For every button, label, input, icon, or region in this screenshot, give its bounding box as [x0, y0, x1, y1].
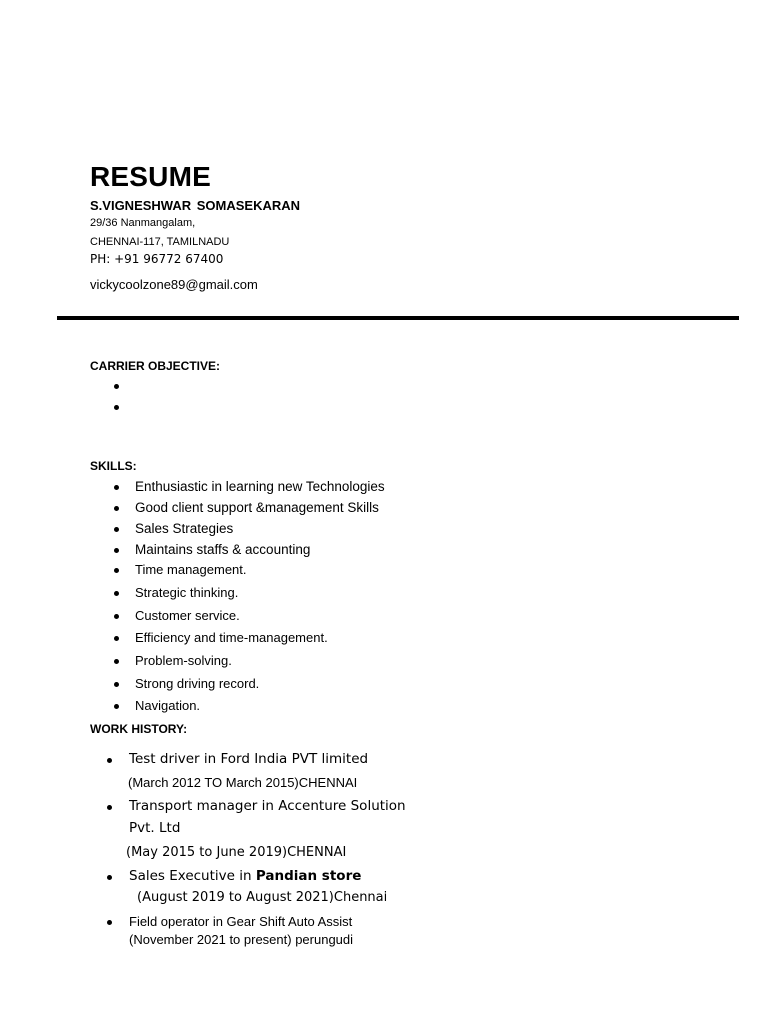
- skill-text: Strong driving record.: [135, 676, 260, 691]
- job-title: Transport manager in Accenture Solution: [129, 798, 406, 814]
- job-period: (March 2012 TO March 2015)CHENNAI: [128, 775, 358, 790]
- skill-text: Problem-solving.: [135, 653, 232, 668]
- skill-text: Customer service.: [135, 608, 240, 623]
- bullet-icon: [114, 614, 119, 619]
- job-title: Field operator in Gear Shift Auto Assist: [129, 914, 353, 929]
- header-divider: [57, 316, 739, 320]
- bullet-icon: [114, 636, 119, 641]
- work-history-heading: WORK HISTORY:: [90, 722, 188, 736]
- address-line-2: CHENNAI-117, TAMILNADU: [90, 236, 230, 248]
- job-period: (August 2019 to August 2021)Chennai: [137, 890, 388, 905]
- job-title: [129, 868, 361, 884]
- skill-text: Time management.: [135, 562, 247, 577]
- bullet-icon: [114, 591, 119, 596]
- bullet-icon: [114, 568, 119, 573]
- bullet-icon: [114, 384, 119, 389]
- carrier-objective-heading: CARRIER OBJECTIVE:: [90, 359, 221, 373]
- skill-text: Strategic thinking.: [135, 585, 239, 600]
- job-title-prefix: Sales Executive in: [129, 868, 256, 884]
- address-line-1: 29/36 Nanmangalam,: [90, 217, 196, 229]
- applicant-name: S.VIGNESHWAR SOMASEKARAN: [90, 198, 301, 213]
- bullet-icon: [107, 758, 112, 763]
- job-title-continued: Pvt. Ltd: [129, 820, 181, 836]
- job-period: (May 2015 to June 2019)CHENNAI: [126, 845, 347, 860]
- phone-number: PH: +91 96772 67400: [90, 252, 224, 266]
- skill-text: Good client support &management Skills: [135, 500, 379, 515]
- skills-heading: SKILLS:: [90, 459, 137, 473]
- bullet-icon: [107, 805, 112, 810]
- bullet-icon: [114, 527, 119, 532]
- skill-text: Enthusiastic in learning new Technologies: [135, 479, 385, 494]
- email-address: vickycoolzone89@gmail.com: [90, 277, 258, 292]
- bullet-icon: [114, 548, 119, 553]
- job-period: (November 2021 to present) perungudi: [129, 932, 354, 947]
- bullet-icon: [114, 659, 119, 664]
- skill-text: Efficiency and time-management.: [135, 630, 328, 645]
- bullet-icon: [114, 682, 119, 687]
- bullet-icon: [114, 405, 119, 410]
- bullet-icon: [107, 875, 112, 880]
- document-title: RESUME: [90, 161, 211, 192]
- bullet-icon: [114, 485, 119, 490]
- skill-text: Sales Strategies: [135, 521, 234, 536]
- bullet-icon: [107, 920, 112, 925]
- skill-text: Maintains staffs & accounting: [135, 542, 311, 557]
- bullet-icon: [114, 506, 119, 511]
- employer-name: Pandian store: [255, 868, 362, 884]
- bullet-icon: [114, 704, 119, 709]
- job-title: Test driver in Ford India PVT limited: [129, 751, 369, 767]
- skill-text: Navigation.: [135, 698, 201, 713]
